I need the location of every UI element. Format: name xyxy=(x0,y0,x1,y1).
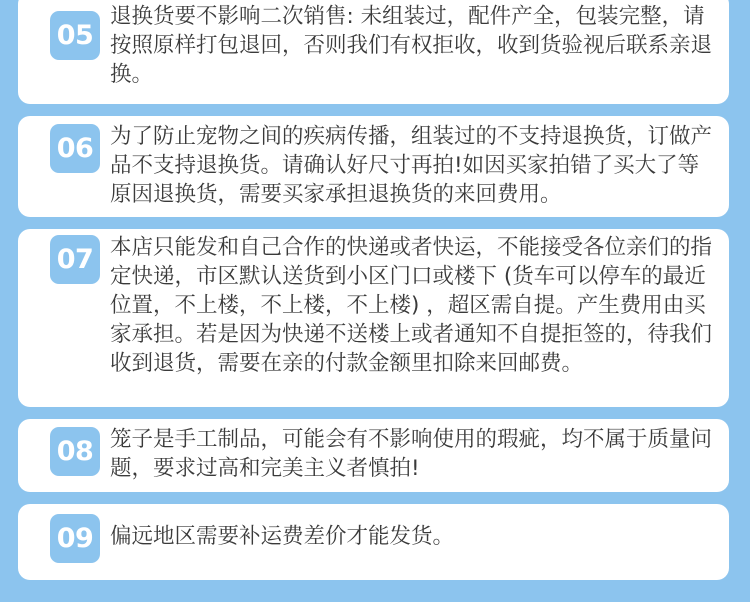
policy-card-07 xyxy=(18,229,729,407)
item-number-badge: 07 xyxy=(50,235,100,284)
policy-text: 本店只能发和自己合作的快递或者快运，不能接受各位亲们的指定快递，市区默认送货到小区门口或楼下 (货车可以停车的最近位置，不上楼，不上楼，不上楼) ，超区需自提。产生费用由买家承担。若是因为快递不送楼上或者通知不自提拒签的，待我们收到退货，需要在亲的付款金额里扣除来回邮费。 xyxy=(110,235,713,376)
policy-card-06 xyxy=(18,116,729,217)
item-number-badge: 05 xyxy=(50,11,100,60)
item-number-badge: 06 xyxy=(50,124,100,173)
item-number-badge: 08 xyxy=(50,427,100,476)
policy-text: 偏远地区需要补运费差价才能发货。 xyxy=(110,524,455,549)
policy-text: 为了防止宠物之间的疾病传播，组装过的不支持退换货，订做产品不支持退换货。请确认好尺寸再拍!如因买家拍错了买大了等原因退换货，需要买家承担退换货的来回费用。 xyxy=(110,124,713,207)
policy-card-08 xyxy=(18,419,729,492)
item-number-badge: 09 xyxy=(50,514,100,563)
policy-text: 退换货要不影响二次销售: 未组装过，配件产全，包装完整，请按照原样打包退回，否则我们有权拒收，收到货验视后联系亲退换。 xyxy=(110,4,713,87)
policy-card-05 xyxy=(18,0,729,104)
policy-text: 笼子是手工制品，可能会有不影响使用的瑕疵，均不属于质量问题，要求过高和完美主义者慎拍! xyxy=(110,427,713,481)
policy-card-09 xyxy=(18,504,729,580)
